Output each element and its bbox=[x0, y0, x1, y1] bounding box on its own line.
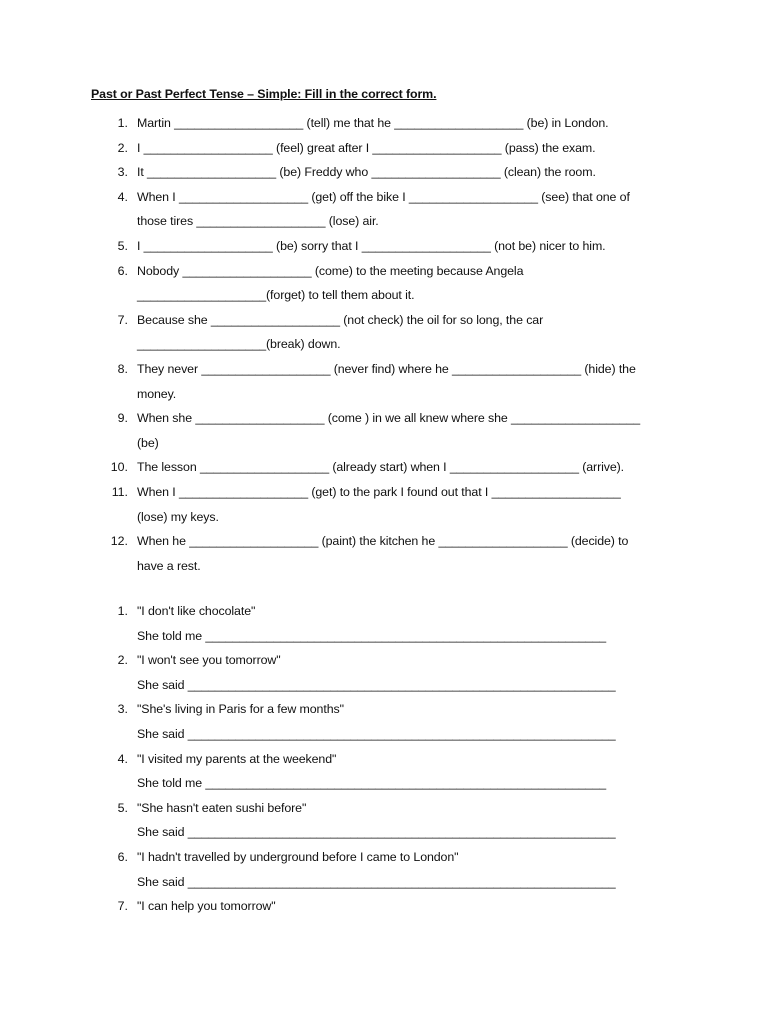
item-text-line: When I ___________________ (get) off the bike I ___________________ (see) that one of bbox=[137, 189, 630, 204]
item-text-line: "I won't see you tomorrow" bbox=[137, 653, 281, 668]
item-text-line: She said _______________________________________________________________ bbox=[137, 825, 616, 840]
item-text-line: They never ___________________ (never find) where he ___________________ (hide) the bbox=[137, 362, 636, 376]
item-number: 2. bbox=[117, 140, 128, 155]
item-text-line: those tires ___________________ (lose) air. bbox=[137, 214, 379, 229]
item-number: 12. bbox=[110, 534, 128, 549]
item-text-line: "She's living in Paris for a few months" bbox=[137, 702, 344, 717]
item-number: 6. bbox=[117, 850, 128, 864]
item-text-line: Because she ___________________ (not check) the oil for so long, the car bbox=[137, 312, 544, 327]
item-number: 2. bbox=[117, 653, 128, 668]
item-text-line: She told me ___________________________________________________________ bbox=[137, 776, 607, 791]
item-text-line: ___________________(break) down. bbox=[137, 337, 341, 352]
item-text-line: I ___________________ (feel) great after I ___________________ (pass) the exam. bbox=[137, 140, 596, 155]
item-text-line: "I visited my parents at the weekend" bbox=[137, 751, 337, 766]
item-text-line: Martin ___________________ (tell) me that he ___________________ (be) in London. bbox=[137, 116, 609, 130]
item-text-line: When I ___________________ (get) to the park I found out that I ___________________ bbox=[137, 485, 621, 499]
item-text-line: She said _______________________________________________________________ bbox=[137, 874, 616, 889]
item-number: 3. bbox=[117, 702, 128, 717]
item-text-line: When he ___________________ (paint) the kitchen he ___________________ (decide) to bbox=[137, 534, 629, 549]
item-number: 11. bbox=[111, 485, 128, 499]
item-text-line: It ___________________ (be) Freddy who ___________________ (clean) the room. bbox=[137, 165, 596, 180]
item-text-line: have a rest. bbox=[137, 558, 201, 573]
item-text-line: "I hadn't travelled by underground before I came to London" bbox=[137, 850, 459, 864]
item-text-line: She said _______________________________________________________________ bbox=[137, 677, 616, 692]
item-number: 9. bbox=[117, 411, 128, 426]
item-text-line: She said _______________________________________________________________ bbox=[137, 726, 616, 741]
item-text-line: (be) bbox=[137, 435, 159, 450]
worksheet-title: Past or Past Perfect Tense – Simple: Fill in the correct form. bbox=[91, 87, 437, 101]
item-text-line: Nobody ___________________ (come) to the meeting because Angela bbox=[137, 263, 524, 278]
item-number: 4. bbox=[117, 189, 128, 204]
item-number: 1. bbox=[117, 116, 128, 130]
item-text-line: "She hasn't eaten sushi before" bbox=[137, 800, 307, 815]
item-number: 10. bbox=[110, 460, 128, 475]
item-number: 3. bbox=[117, 165, 128, 180]
item-text-line: money. bbox=[137, 386, 177, 401]
item-number: 4. bbox=[117, 751, 128, 766]
item-number: 5. bbox=[117, 800, 128, 815]
item-text-line: I ___________________ (be) sorry that I ___________________ (not be) nicer to him. bbox=[137, 239, 606, 253]
item-number: 6. bbox=[117, 263, 128, 278]
item-text-line: She told me ___________________________________________________________ bbox=[137, 628, 607, 643]
item-number: 8. bbox=[117, 362, 128, 376]
item-number: 5. bbox=[117, 239, 128, 253]
item-text-line: "I can help you tomorrow" bbox=[137, 899, 276, 914]
item-text-line: ___________________(forget) to tell them about it. bbox=[137, 288, 415, 303]
item-number: 7. bbox=[117, 312, 128, 327]
item-text-line: (lose) my keys. bbox=[137, 509, 219, 524]
item-number: 1. bbox=[117, 604, 128, 618]
item-text-line: The lesson ___________________ (already start) when I ___________________ (arrive). bbox=[137, 460, 624, 475]
item-text-line: When she ___________________ (come ) in we all knew where she ___________________ bbox=[137, 411, 641, 426]
item-text-line: "I don't like chocolate" bbox=[137, 604, 256, 618]
item-number: 7. bbox=[117, 899, 128, 914]
